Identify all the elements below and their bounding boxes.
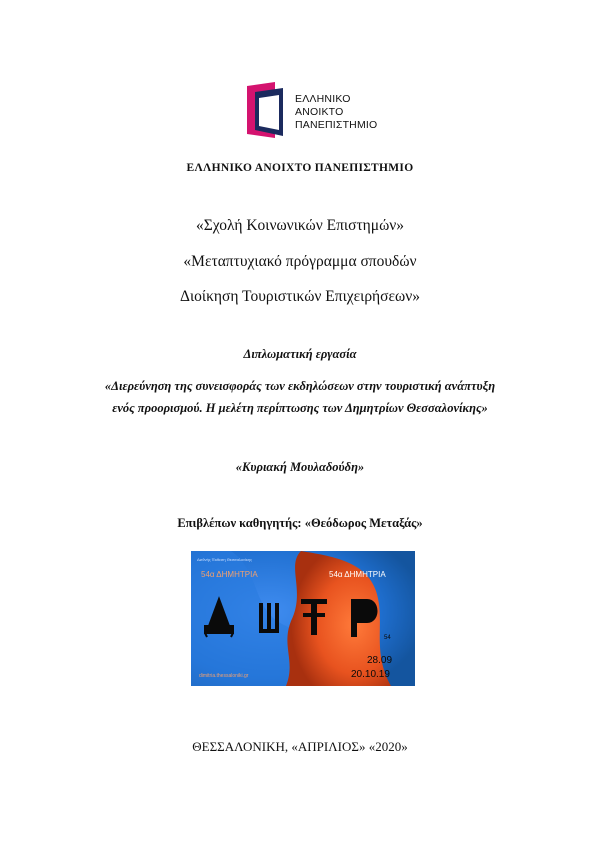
logo-line-1: ΕΛΛΗΝΙΚΟ [295, 93, 351, 105]
author-name: «Κυριακή Μουλαδούδη» [235, 460, 365, 474]
logo-line-3: ΠΑΝΕΠΙΣΤΗΜΙΟ [295, 119, 378, 131]
thesis-title [0, 375, 600, 419]
poster-date-from: 28.09 [367, 655, 393, 666]
thesis-title-line-2: ενός προορισμού. Η μελέτη περίπτωσης των Δημητρίων Θεσσαλονίκης» [112, 401, 488, 415]
thesis-title-line-1: «Διερεύνηση της συνεισφοράς των εκδηλώσεων στην τουριστική ανάπτυξη [104, 379, 496, 393]
thesis-label: Διπλωματική εργασία [243, 347, 357, 361]
poster-website: dimitria.thessaloniki.gr [199, 673, 249, 679]
program-name: Διοίκηση Τουριστικών Επιχειρήσεων» [180, 288, 420, 305]
poster-number: 54 [384, 635, 391, 641]
university-name: ΕΛΛΗΝΙΚΟ ΑΝΟΙΧΤΟ ΠΑΝΕΠΙΣΤΗΜΙΟ [186, 162, 414, 174]
program-label: «Μεταπτυχιακό πρόγραμμα σπουδών [183, 253, 417, 270]
supervisor-name: Επιβλέπων καθηγητής: «Θεόδωρος Μεταξάς» [177, 516, 423, 530]
poster-date-to: 20.10.19 [351, 669, 390, 680]
university-logo [245, 80, 378, 142]
poster-edition-right: 54α ΔΗΜΗΤΡΙΑ [329, 570, 386, 579]
poster-edition-left: 54α ΔΗΜΗΤΡΙΑ [201, 570, 258, 579]
svg-text:Διεθνής Έκθεση Θεσσαλονίκης: Διεθνής Έκθεση Θεσσαλονίκης [197, 557, 253, 562]
logo-line-2: ΑΝΟΙΚΤΟ [295, 106, 344, 118]
logo-text [295, 93, 377, 132]
eap-logo-icon [245, 80, 289, 142]
school-name: «Σχολή Κοινωνικών Επιστημών» [195, 217, 405, 234]
dimitria-poster-image [191, 551, 415, 686]
location-date: ΘΕΣΣΑΛΟΝΙΚΗ, «ΑΠΡΙΛΙΟΣ» «2020» [192, 739, 408, 754]
